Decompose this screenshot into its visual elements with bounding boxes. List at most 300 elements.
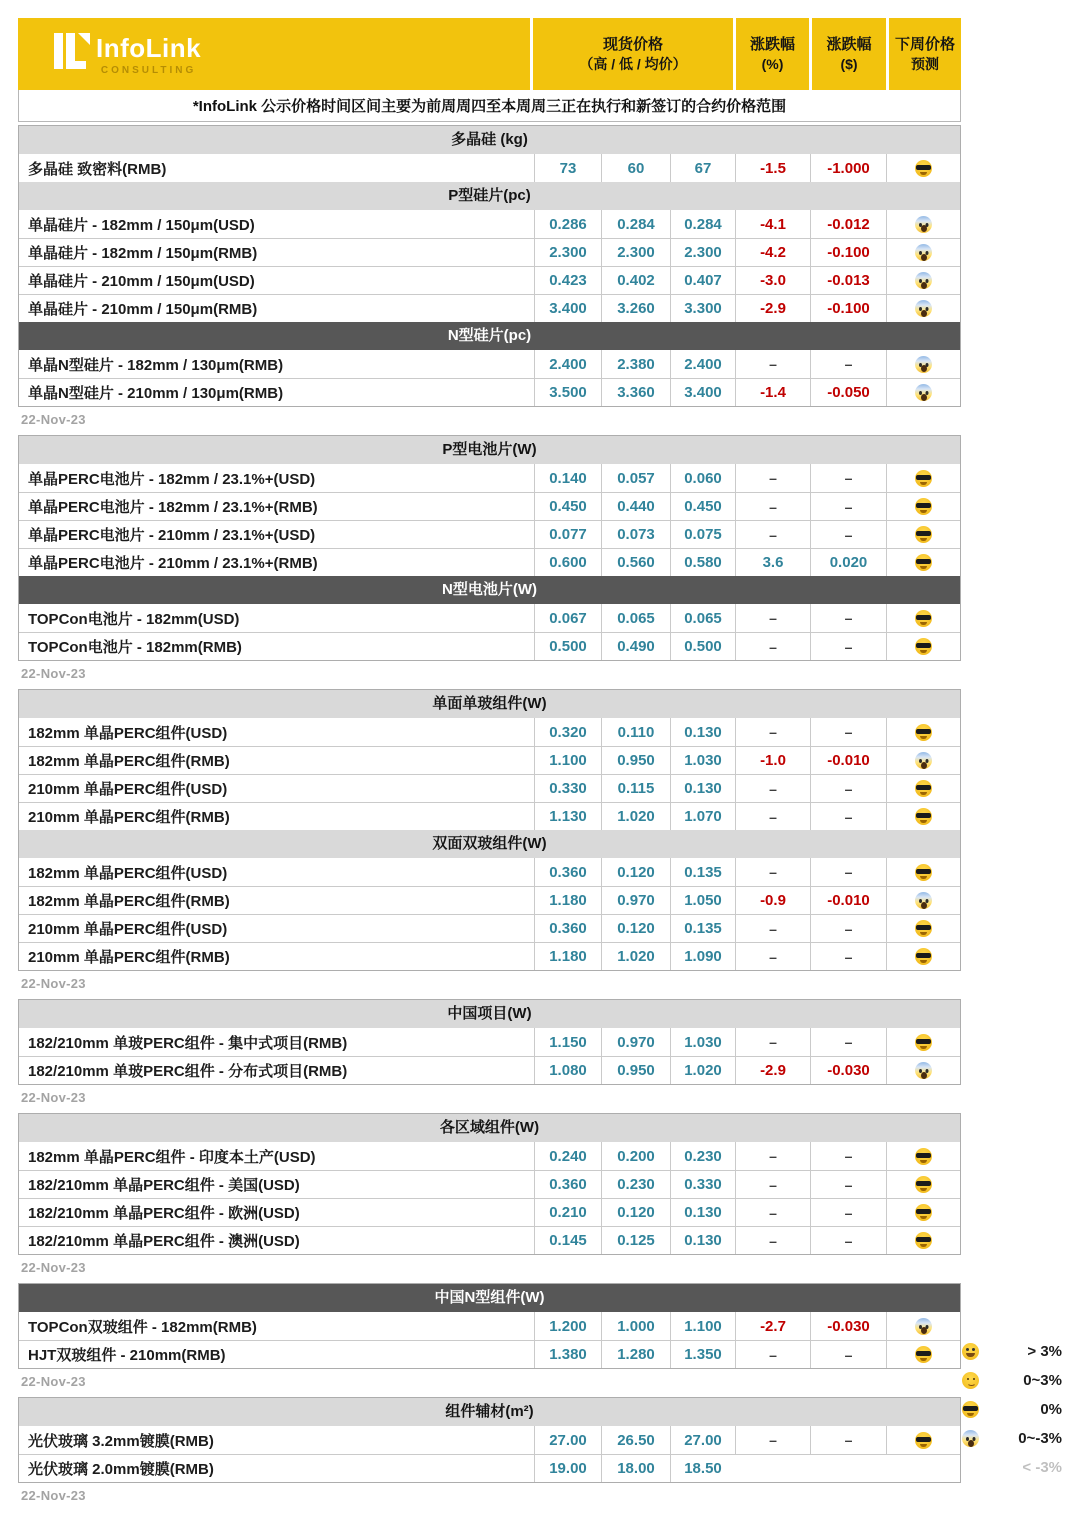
legend-item (962, 1337, 1062, 1366)
emoji-cool-icon (915, 920, 932, 937)
price-high-cell: 2.400 (534, 350, 601, 378)
change-usd-cell: -1.000 (810, 154, 886, 182)
price-avg-cell: 0.075 (670, 521, 735, 548)
legend-item (962, 1366, 1062, 1395)
item-name-cell: 单晶硅片 - 210mm / 150μm(RMB) (28, 301, 258, 318)
change-usd-cell: – (810, 775, 886, 802)
forecast-cell (886, 549, 960, 576)
item-name-cell: TOPCon电池片 - 182mm(USD) (28, 610, 240, 628)
emoji-scream-icon (915, 356, 932, 373)
price-high-cell: 0.423 (534, 267, 601, 294)
price-low-cell: 0.284 (601, 210, 670, 238)
section-header: 单面单玻组件(W) (19, 690, 960, 718)
change-usd-cell: 0.020 (810, 549, 886, 576)
change-pct-cell: -1.5 (735, 154, 810, 182)
price-high-cell: 1.100 (534, 747, 601, 774)
section-date: 22-Nov-23 (21, 666, 86, 681)
change-pct-cell (735, 1455, 810, 1482)
price-low-cell: 0.970 (601, 1028, 670, 1056)
price-low-cell: 0.065 (601, 604, 670, 632)
change-usd-cell: – (810, 1028, 886, 1056)
emoji-scream-icon (915, 1062, 932, 1079)
emoji-cool-icon (915, 1176, 932, 1193)
table-row (19, 632, 960, 660)
change-usd-cell: – (810, 521, 886, 548)
legend-label: 0% (1040, 1401, 1062, 1418)
price-avg-cell: 0.230 (670, 1142, 735, 1170)
change-usd-cell: – (810, 1171, 886, 1198)
section-header: 双面双玻组件(W) (19, 830, 960, 858)
forecast-title: 下周价格 (894, 35, 955, 53)
emoji-cool-icon (915, 1432, 932, 1449)
price-high-cell: 0.077 (534, 521, 601, 548)
change-pct-cell: -2.7 (735, 1312, 810, 1340)
section-header: 组件辅材(m²) (19, 1398, 960, 1426)
change-pct-cell: – (735, 1199, 810, 1226)
emoji-cool-icon (915, 864, 932, 881)
item-name-cell: 182/210mm 单晶PERC组件 - 美国(USD) (28, 1177, 300, 1194)
price-high-cell: 0.450 (534, 493, 601, 520)
table-row (19, 210, 960, 238)
price-low-cell: 0.120 (601, 915, 670, 942)
table-row (19, 1198, 960, 1226)
price-avg-cell: 1.030 (670, 747, 735, 774)
change-usd-cell: – (810, 1341, 886, 1368)
price-avg-cell: 0.130 (670, 718, 735, 746)
change-usd-cell: – (810, 1142, 886, 1170)
price-avg-cell: 3.400 (670, 379, 735, 406)
price-high-cell: 1.130 (534, 803, 601, 830)
price-avg-cell: 0.330 (670, 1171, 735, 1198)
price-high-cell: 0.240 (534, 1142, 601, 1170)
change-pct-title: 涨跌幅 (749, 35, 795, 53)
table-row (19, 1226, 960, 1254)
change-usd-cell: – (810, 718, 886, 746)
change-pct-cell: -1.4 (735, 379, 810, 406)
item-name-cell: 210mm 单晶PERC组件(RMB) (28, 809, 230, 826)
change-pct-cell: – (735, 943, 810, 970)
change-pct-cell: – (735, 604, 810, 632)
item-name-cell: 182/210mm 单晶PERC组件 - 欧洲(USD) (28, 1205, 300, 1222)
table-row (19, 520, 960, 548)
change-usd-cell: – (810, 633, 886, 660)
forecast-cell (886, 887, 960, 914)
change-usd-cell: – (810, 1199, 886, 1226)
section-header: 中国项目(W) (19, 1000, 960, 1028)
table-row (19, 914, 960, 942)
table-row (19, 886, 960, 914)
price-avg-cell: 0.130 (670, 775, 735, 802)
price-avg-cell: 2.300 (670, 239, 735, 266)
price-low-cell: 0.560 (601, 549, 670, 576)
price-low-cell: 0.950 (601, 1057, 670, 1084)
price-avg-cell: 0.580 (670, 549, 735, 576)
change-usd-title: 涨跌幅 (826, 35, 872, 53)
price-high-cell: 0.067 (534, 604, 601, 632)
emoji-cool-icon (915, 160, 932, 177)
change-pct-cell: -3.0 (735, 267, 810, 294)
change-usd-cell: – (810, 1227, 886, 1254)
emoji-cool-icon (915, 1204, 932, 1221)
brand-header-cell (18, 18, 530, 90)
item-name-cell: 182/210mm 单玻PERC组件 - 分布式项目(RMB) (28, 1063, 348, 1080)
section-header: N型电池片(W) (19, 576, 960, 604)
price-high-cell: 0.360 (534, 915, 601, 942)
emoji-scream-icon (915, 892, 932, 909)
item-name-cell: 光伏玻璃 2.0mm镀膜(RMB) (28, 1461, 214, 1478)
item-name-cell: 单晶PERC电池片 - 210mm / 23.1%+(USD) (28, 527, 316, 544)
spot-price-title: 现货价格 (602, 35, 663, 53)
column-header-change-usd (812, 18, 886, 90)
price-period-note: *InfoLink 公示价格时间区间主要为前周周四至本周周三正在执行和新签订的合约价格范围 (18, 90, 961, 122)
price-low-cell: 0.057 (601, 464, 670, 492)
forecast-cell (886, 295, 960, 322)
section-header: 中国N型组件(W) (19, 1284, 960, 1312)
change-pct-cell: – (735, 775, 810, 802)
table-row (19, 1028, 960, 1056)
change-pct-cell: – (735, 1171, 810, 1198)
emoji-scream-icon (915, 244, 932, 261)
table-row (19, 746, 960, 774)
section-date: 22-Nov-23 (21, 1374, 86, 1389)
emoji-cool-icon (915, 1034, 932, 1051)
legend-item (962, 1424, 1062, 1453)
forecast-cell (886, 464, 960, 492)
section-header: 多晶硅 (kg) (19, 126, 960, 154)
forecast-legend (962, 1337, 1062, 1482)
change-pct-cell: – (735, 718, 810, 746)
item-name-cell: 单晶硅片 - 182mm / 150μm(RMB) (28, 245, 258, 262)
price-avg-cell: 1.030 (670, 1028, 735, 1056)
change-pct-cell: -0.9 (735, 887, 810, 914)
price-low-cell: 0.970 (601, 887, 670, 914)
price-low-cell: 0.950 (601, 747, 670, 774)
price-high-cell: 1.180 (534, 887, 601, 914)
change-usd-cell: – (810, 858, 886, 886)
forecast-cell (886, 1455, 960, 1482)
forecast-cell (886, 747, 960, 774)
price-avg-cell: 0.500 (670, 633, 735, 660)
emoji-cool-icon (915, 1346, 932, 1363)
change-usd-cell: – (810, 350, 886, 378)
change-pct-cell: -4.1 (735, 210, 810, 238)
price-avg-cell: 0.130 (670, 1227, 735, 1254)
forecast-cell (886, 1341, 960, 1368)
item-name-cell: 182/210mm 单玻PERC组件 - 集中式项目(RMB) (28, 1034, 348, 1052)
forecast-cell (886, 154, 960, 182)
change-pct-cell: – (735, 350, 810, 378)
item-name-cell: HJT双玻组件 - 210mm(RMB) (28, 1347, 226, 1364)
change-usd-cell: -0.100 (810, 295, 886, 322)
price-low-cell: 2.300 (601, 239, 670, 266)
column-header-spot-price (533, 18, 733, 90)
price-high-cell: 0.360 (534, 858, 601, 886)
table-row (19, 1142, 960, 1170)
table-row (19, 266, 960, 294)
table-row (19, 378, 960, 406)
price-low-cell: 0.110 (601, 718, 670, 746)
emoji-cool-icon (915, 470, 932, 487)
section-header: P型硅片(pc) (19, 182, 960, 210)
emoji-scream-icon (915, 384, 932, 401)
change-pct-cell: – (735, 464, 810, 492)
forecast-cell (886, 858, 960, 886)
price-bulletin (18, 18, 961, 1511)
price-avg-cell: 67 (670, 154, 735, 182)
price-table-block (18, 435, 961, 661)
section-date: 22-Nov-23 (21, 1260, 86, 1275)
price-avg-cell: 27.00 (670, 1426, 735, 1454)
price-avg-cell: 0.284 (670, 210, 735, 238)
item-name-cell: 多晶硅 致密料(RMB) (28, 160, 167, 178)
item-name-cell: 182mm 单晶PERC组件(USD) (28, 724, 228, 742)
forecast-cell (886, 1227, 960, 1254)
table-row (19, 1426, 960, 1454)
price-table-block (18, 1283, 961, 1369)
item-name-cell: 182/210mm 单晶PERC组件 - 澳洲(USD) (28, 1233, 300, 1250)
change-usd-cell: -0.010 (810, 747, 886, 774)
forecast-cell (886, 210, 960, 238)
item-name-cell: 光伏玻璃 3.2mm镀膜(RMB) (28, 1432, 214, 1450)
forecast-cell (886, 775, 960, 802)
forecast-cell (886, 604, 960, 632)
change-pct-cell: – (735, 858, 810, 886)
item-name-cell: TOPCon电池片 - 182mm(RMB) (28, 639, 242, 656)
price-low-cell: 0.490 (601, 633, 670, 660)
change-usd-cell: – (810, 803, 886, 830)
price-low-cell: 2.380 (601, 350, 670, 378)
emoji-cool-icon (915, 724, 932, 741)
price-high-cell: 27.00 (534, 1426, 601, 1454)
change-pct-cell: – (735, 803, 810, 830)
change-pct-cell: -1.0 (735, 747, 810, 774)
item-name-cell: 210mm 单晶PERC组件(RMB) (28, 949, 230, 966)
price-high-cell: 0.286 (534, 210, 601, 238)
price-avg-cell: 0.135 (670, 915, 735, 942)
price-avg-cell: 1.350 (670, 1341, 735, 1368)
price-low-cell: 0.125 (601, 1227, 670, 1254)
price-avg-cell: 2.400 (670, 350, 735, 378)
price-avg-cell: 18.50 (670, 1455, 735, 1482)
price-avg-cell: 1.020 (670, 1057, 735, 1084)
table-row (19, 718, 960, 746)
emoji-scream-icon (962, 1430, 979, 1447)
emoji-cool-icon (915, 780, 932, 797)
price-low-cell: 60 (601, 154, 670, 182)
price-table-block (18, 125, 961, 407)
section-header: 各区域组件(W) (19, 1114, 960, 1142)
price-high-cell: 1.080 (534, 1057, 601, 1084)
change-pct-cell: – (735, 915, 810, 942)
price-low-cell: 3.260 (601, 295, 670, 322)
price-high-cell: 1.150 (534, 1028, 601, 1056)
price-high-cell: 0.600 (534, 549, 601, 576)
price-high-cell: 19.00 (534, 1455, 601, 1482)
legend-label: 0~-3% (1018, 1430, 1062, 1447)
price-high-cell: 0.500 (534, 633, 601, 660)
item-name-cell: 单晶硅片 - 210mm / 150μm(USD) (28, 273, 255, 290)
change-usd-cell: -0.030 (810, 1312, 886, 1340)
table-row (19, 1056, 960, 1084)
forecast-cell (886, 521, 960, 548)
emoji-cool-icon (915, 610, 932, 627)
forecast-cell (886, 1199, 960, 1226)
change-usd-subtitle: ($) (840, 55, 858, 72)
forecast-cell (886, 915, 960, 942)
price-high-cell: 0.210 (534, 1199, 601, 1226)
emoji-cool-icon (915, 498, 932, 515)
price-high-cell: 2.300 (534, 239, 601, 266)
price-high-cell: 0.320 (534, 718, 601, 746)
emoji-cool-icon (915, 948, 932, 965)
forecast-cell (886, 633, 960, 660)
table-row (19, 942, 960, 970)
legend-label: > 3% (1027, 1343, 1062, 1360)
forecast-cell (886, 1028, 960, 1056)
emoji-scream-icon (915, 272, 932, 289)
legend-label: < -3% (1022, 1459, 1062, 1476)
item-name-cell: 182mm 单晶PERC组件(RMB) (28, 893, 230, 910)
price-low-cell: 26.50 (601, 1426, 670, 1454)
price-avg-cell: 0.135 (670, 858, 735, 886)
price-table-block (18, 999, 961, 1085)
legend-label: 0~3% (1023, 1372, 1062, 1389)
item-name-cell: TOPCon双玻组件 - 182mm(RMB) (28, 1318, 257, 1336)
change-usd-cell: -0.100 (810, 239, 886, 266)
forecast-cell (886, 1057, 960, 1084)
item-name-cell: 单晶硅片 - 182mm / 150μm(USD) (28, 216, 255, 234)
forecast-cell (886, 1142, 960, 1170)
price-avg-cell: 0.130 (670, 1199, 735, 1226)
forecast-cell (886, 1171, 960, 1198)
emoji-cool-icon (962, 1401, 979, 1418)
price-high-cell: 1.200 (534, 1312, 601, 1340)
price-high-cell: 3.400 (534, 295, 601, 322)
price-avg-cell: 1.100 (670, 1312, 735, 1340)
table-row (19, 774, 960, 802)
item-name-cell: 单晶N型硅片 - 210mm / 130μm(RMB) (28, 385, 284, 402)
price-table-block (18, 689, 961, 971)
legend-item (962, 1395, 1062, 1424)
price-avg-cell: 1.070 (670, 803, 735, 830)
emoji-cool-icon (915, 1232, 932, 1249)
change-usd-cell: -0.030 (810, 1057, 886, 1084)
change-pct-cell: -2.9 (735, 295, 810, 322)
emoji-scream-icon (915, 1318, 932, 1335)
price-low-cell: 0.120 (601, 1199, 670, 1226)
section-header: P型电池片(W) (19, 436, 960, 464)
price-low-cell: 0.200 (601, 1142, 670, 1170)
item-name-cell: 单晶PERC电池片 - 182mm / 23.1%+(RMB) (28, 499, 318, 516)
emoji-cool-icon (915, 526, 932, 543)
spot-price-subtitle: （高 / 低 / 均价） (579, 55, 687, 72)
price-high-cell: 0.360 (534, 1171, 601, 1198)
item-name-cell: 单晶PERC电池片 - 182mm / 23.1%+(USD) (28, 470, 316, 488)
table-row (19, 1340, 960, 1368)
change-pct-cell: – (735, 1028, 810, 1056)
section-date: 22-Nov-23 (21, 1090, 86, 1105)
column-header-forecast (889, 18, 961, 90)
forecast-cell (886, 239, 960, 266)
price-avg-cell: 0.407 (670, 267, 735, 294)
change-pct-cell: – (735, 493, 810, 520)
price-high-cell: 0.330 (534, 775, 601, 802)
item-name-cell: 182mm 单晶PERC组件(RMB) (28, 753, 230, 770)
change-pct-subtitle: (%) (761, 55, 784, 72)
price-high-cell: 0.140 (534, 464, 601, 492)
change-usd-cell: – (810, 493, 886, 520)
price-high-cell: 1.180 (534, 943, 601, 970)
emoji-cool-icon (915, 638, 932, 655)
table-row (19, 294, 960, 322)
emoji-scream-icon (915, 752, 932, 769)
price-avg-cell: 1.050 (670, 887, 735, 914)
change-usd-cell: -0.010 (810, 887, 886, 914)
price-low-cell: 0.440 (601, 493, 670, 520)
price-low-cell: 0.120 (601, 858, 670, 886)
forecast-cell (886, 350, 960, 378)
item-name-cell: 182mm 单晶PERC组件(USD) (28, 864, 228, 882)
price-low-cell: 1.020 (601, 803, 670, 830)
forecast-cell (886, 943, 960, 970)
change-usd-cell: -0.050 (810, 379, 886, 406)
price-table-block (18, 1397, 961, 1483)
price-low-cell: 1.280 (601, 1341, 670, 1368)
change-usd-cell: – (810, 943, 886, 970)
table-row (19, 1312, 960, 1340)
emoji-cool-icon (915, 808, 932, 825)
change-pct-cell: 3.6 (735, 549, 810, 576)
price-low-cell: 0.073 (601, 521, 670, 548)
table-row (19, 154, 960, 182)
table-row (19, 802, 960, 830)
change-pct-cell: – (735, 1341, 810, 1368)
price-table-blocks (18, 125, 961, 1511)
forecast-cell (886, 267, 960, 294)
table-header (18, 18, 961, 90)
price-low-cell: 1.000 (601, 1312, 670, 1340)
table-row (19, 858, 960, 886)
change-usd-cell: – (810, 604, 886, 632)
price-avg-cell: 0.450 (670, 493, 735, 520)
forecast-cell (886, 379, 960, 406)
price-avg-cell: 0.060 (670, 464, 735, 492)
emoji-scream-icon (915, 216, 932, 233)
emoji-grin-icon (962, 1343, 979, 1360)
change-pct-cell: – (735, 1227, 810, 1254)
table-row (19, 350, 960, 378)
price-high-cell: 73 (534, 154, 601, 182)
price-high-cell: 0.145 (534, 1227, 601, 1254)
legend-item (962, 1453, 1062, 1482)
forecast-cell (886, 803, 960, 830)
item-name-cell: 210mm 单晶PERC组件(USD) (28, 781, 228, 798)
brand-subtitle: CONSULTING (100, 64, 197, 76)
item-name-cell: 210mm 单晶PERC组件(USD) (28, 921, 228, 938)
price-high-cell: 1.380 (534, 1341, 601, 1368)
change-usd-cell: – (810, 915, 886, 942)
forecast-subtitle: 预测 (911, 55, 939, 72)
change-pct-cell: -4.2 (735, 239, 810, 266)
change-pct-cell: – (735, 1426, 810, 1454)
price-avg-cell: 1.090 (670, 943, 735, 970)
price-avg-cell: 3.300 (670, 295, 735, 322)
column-header-change-pct (736, 18, 809, 90)
change-usd-cell: – (810, 464, 886, 492)
section-date: 22-Nov-23 (21, 976, 86, 991)
change-pct-cell: – (735, 1142, 810, 1170)
table-row (19, 1170, 960, 1198)
